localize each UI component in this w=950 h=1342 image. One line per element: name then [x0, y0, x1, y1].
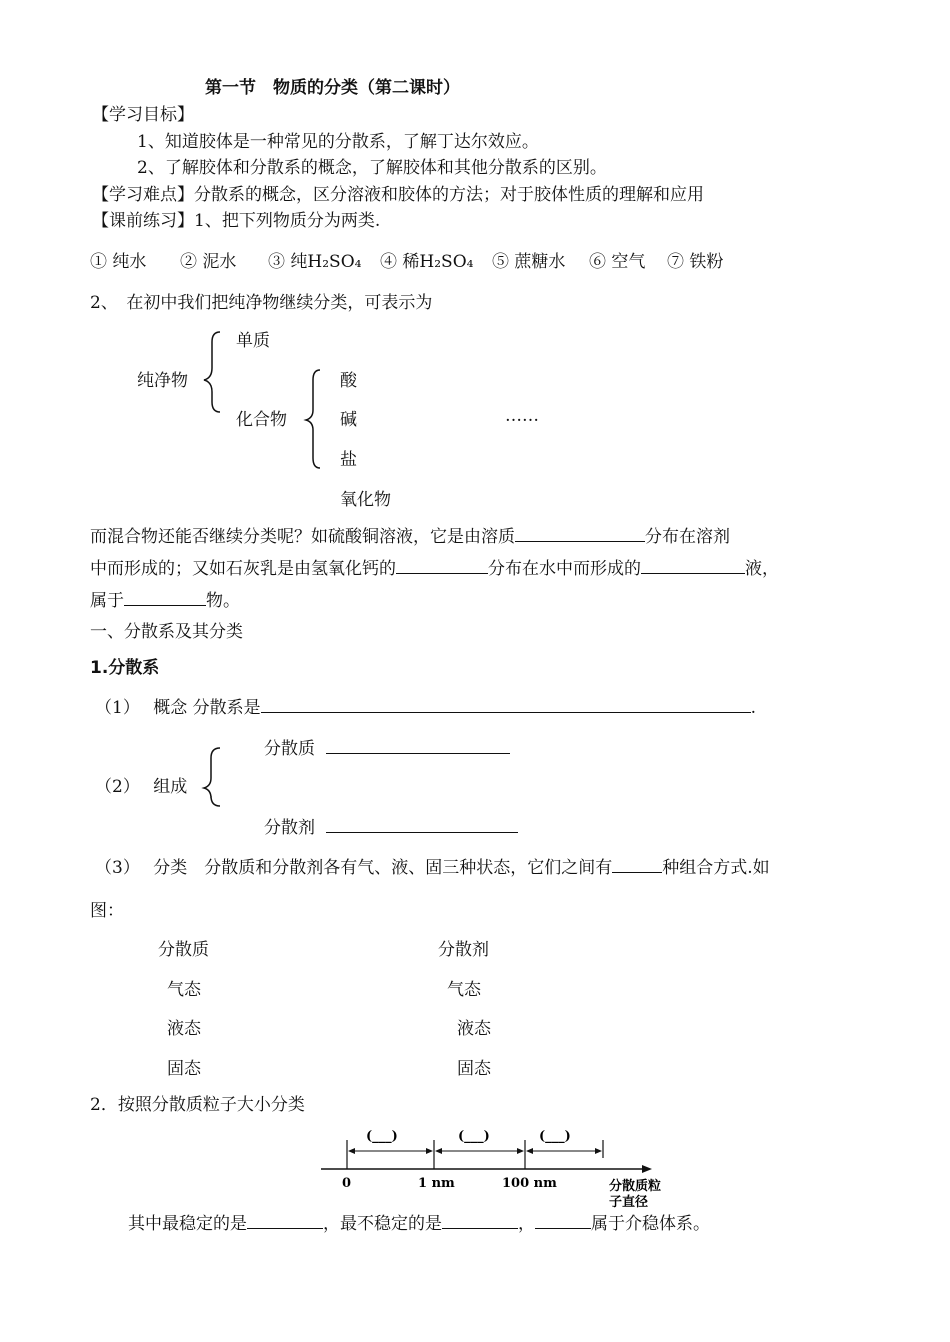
brace-composition — [204, 748, 220, 806]
col-left-heading: 分散质 — [158, 940, 209, 960]
state-left: 气态 — [167, 980, 201, 1000]
brace-compound — [306, 370, 320, 468]
state-right: 液态 — [457, 1019, 491, 1039]
range-arrowhead — [595, 1148, 602, 1154]
state-left: 固态 — [167, 1059, 201, 1079]
tick-label: 100 nm — [502, 1176, 557, 1191]
substance-item: ⑤ 蔗糖水 — [492, 252, 566, 272]
axis-arrow — [642, 1165, 652, 1173]
q-text: ，最不稳定的是 — [323, 1214, 442, 1234]
class-text: 分类 分散质和分散剂各有气、液、固三种状态，它们之间有 — [153, 858, 613, 878]
substance-item: ① 纯水 — [90, 252, 147, 272]
substance-item: ② 泥水 — [180, 252, 237, 272]
state-right: 固态 — [457, 1059, 491, 1079]
range-arrowhead — [348, 1148, 355, 1154]
col-right-heading: 分散剂 — [438, 940, 489, 960]
tree-compound: 化合物 — [236, 410, 287, 430]
q-text: 其中最稳定的是 — [128, 1214, 247, 1234]
paragraph-text: 液， — [745, 559, 779, 579]
objective-item: 2、了解胶体和分散系的概念，了解胶体和其他分散系的区别。 — [137, 158, 607, 178]
range-arrowhead — [435, 1148, 442, 1154]
q-text: ， — [518, 1214, 535, 1234]
tree-kind: 酸 — [340, 371, 357, 391]
class-tail: 图： — [90, 901, 124, 921]
tree-root: 纯净物 — [137, 371, 188, 391]
substance-item: ③ 纯H₂SO₄ — [268, 252, 362, 272]
paragraph-text: 分布在水中而形成的 — [488, 559, 641, 579]
section1-sub1: 1.分散系 — [90, 658, 160, 678]
difficulty-heading: 【学习难点】 — [92, 185, 194, 205]
concept-num: （1） — [95, 698, 140, 718]
comp-label: 组成 — [153, 777, 188, 797]
range-blank[interactable]: (___) — [539, 1129, 571, 1144]
axis-label: 子直径 — [609, 1195, 649, 1210]
paragraph-text: 分布在溶剂 — [645, 527, 730, 547]
range-arrowhead — [426, 1148, 433, 1154]
class-end: 种组合方式.如 — [662, 858, 770, 878]
concept-label: 概念 分散系是 — [153, 698, 261, 718]
range-arrowhead — [526, 1148, 533, 1154]
range-blank[interactable]: (___) — [458, 1129, 490, 1144]
range-blank[interactable]: (___) — [366, 1129, 398, 1144]
paragraph-text: 属于 — [90, 591, 124, 611]
concept-end: . — [750, 698, 757, 718]
section1-heading: 一、分散系及其分类 — [90, 622, 243, 642]
q-text: 属于介稳体系。 — [591, 1214, 710, 1234]
tree-kind: 碱 — [340, 410, 357, 430]
tick-label: 1 nm — [418, 1176, 455, 1191]
tree-kind: 盐 — [340, 450, 357, 470]
objectives-heading: 【学习目标】 — [92, 105, 194, 125]
paragraph-text: 而混合物还能否继续分类呢？如硫酸铜溶液，它是由溶质 — [90, 527, 515, 547]
substance-item: ⑦ 铁粉 — [667, 252, 724, 272]
section2-heading: 2．按照分散质粒子大小分类 — [90, 1095, 305, 1115]
state-left: 液态 — [167, 1019, 201, 1039]
comp-num: （2） — [95, 777, 140, 797]
tree-kind: 氧化物 — [340, 490, 391, 510]
tick-label: 0 — [342, 1176, 352, 1191]
brace-root — [204, 332, 220, 412]
state-right: 气态 — [447, 980, 481, 1000]
tree-element: 单质 — [236, 331, 270, 351]
class-num: （3） — [95, 858, 140, 878]
substance-item: ④ 稀H₂SO₄ — [380, 252, 474, 272]
preview-q2: 2、 在初中我们把纯净物继续分类，可表示为 — [90, 293, 433, 313]
page-title: 第一节 物质的分类（第二课时） — [205, 78, 460, 98]
axis-label: 分散质粒 — [609, 1179, 662, 1194]
range-arrowhead — [517, 1148, 524, 1154]
substance-item: ⑥ 空气 — [589, 252, 646, 272]
dispersant-label: 分散剂 — [264, 818, 315, 838]
paragraph-text: 中而形成的；又如石灰乳是由氢氧化钙的 — [90, 559, 396, 579]
paragraph-text: 物。 — [206, 591, 240, 611]
preview-q1: 1、把下列物质分为两类. — [194, 211, 381, 231]
preview-heading: 【课前练习】 — [92, 211, 194, 231]
tree-ellipsis: …… — [505, 406, 539, 426]
difficulty-text: 分散系的概念，区分溶液和胶体的方法；对于胶体性质的理解和应用 — [194, 185, 704, 205]
dispersoid-label: 分散质 — [264, 739, 315, 759]
objective-item: 1、知道胶体是一种常见的分散系，了解丁达尔效应。 — [137, 132, 539, 152]
